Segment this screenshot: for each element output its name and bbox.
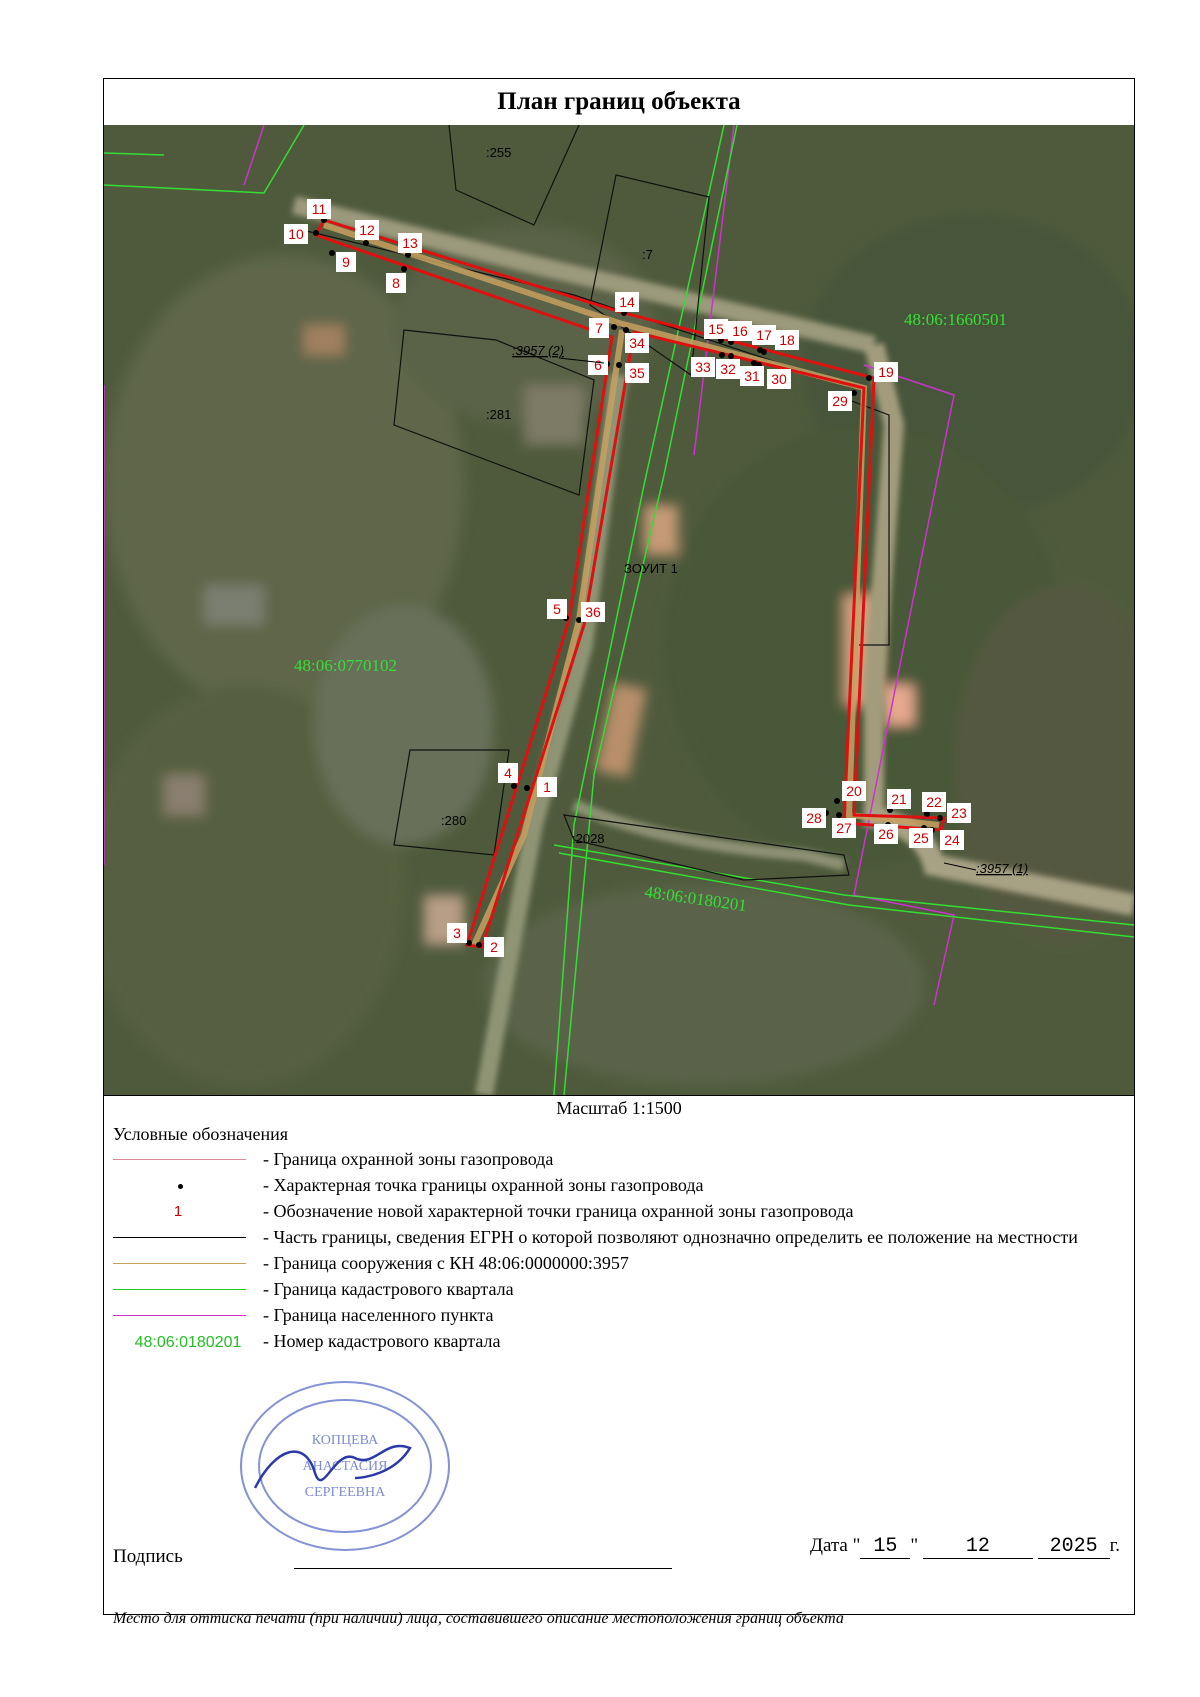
map-canvas: [104, 125, 1134, 1095]
point-label-29: [828, 391, 852, 411]
point-label-16: [728, 321, 752, 341]
legend-symbol-dot: [178, 1184, 183, 1189]
parcel-label-281: :281: [486, 407, 512, 422]
legend-item-quarter-boundary: - Граница кадастрового квартала: [113, 1277, 1123, 1303]
legend-item-quarter-number: 48:06:0180201 - Номер кадастрового квартала: [113, 1329, 1123, 1355]
svg-text:11: 11: [311, 201, 327, 217]
point-label-9: [336, 252, 356, 272]
page-title: План границ объекта: [104, 79, 1134, 126]
point-label-1: [537, 777, 557, 797]
point-label-12: [355, 220, 379, 240]
legend-symbol-pink-line: [113, 1159, 246, 1160]
date-year: 2025: [1038, 1535, 1110, 1559]
legend-symbol-green-line: [113, 1289, 246, 1290]
quarter-label-0770102: 48:06:0770102: [294, 656, 397, 675]
svg-text:26: 26: [878, 826, 894, 842]
point-label-5: [547, 599, 567, 619]
legend-symbol-magenta-line: [113, 1315, 246, 1316]
svg-text:33: 33: [695, 359, 711, 375]
svg-text:23: 23: [951, 805, 967, 821]
svg-text:17: 17: [756, 327, 772, 343]
engineer-seal: [235, 1378, 455, 1556]
svg-text:1: 1: [543, 779, 551, 795]
point-label-31: [740, 366, 764, 386]
structure-part-label-2: :3957 (2): [512, 343, 565, 358]
point-label-6: [588, 355, 608, 375]
svg-text:18: 18: [779, 332, 795, 348]
svg-text:7: 7: [595, 320, 603, 336]
legend-title: Условные обозначения: [113, 1124, 289, 1144]
svg-text:20: 20: [846, 783, 862, 799]
legend-item-egrn-boundary: - Часть границы, сведения ЕГРН о которой позволяют однозначно определить ее положение на местности: [113, 1225, 1123, 1251]
svg-text:36: 36: [585, 604, 601, 620]
point-label-28: [802, 808, 826, 828]
point-label-19: [874, 362, 898, 382]
point-label-13: [398, 233, 422, 253]
zone-label: ЗОУИТ 1: [624, 561, 678, 576]
point-label-36: [581, 602, 605, 622]
parcel-label-2028: :2028: [572, 831, 605, 846]
point-label-10: [284, 224, 308, 244]
svg-text:16: 16: [732, 323, 748, 339]
point-label-33: [691, 357, 715, 377]
legend: [113, 1121, 1123, 1355]
svg-text:22: 22: [926, 794, 942, 810]
svg-text:28: 28: [806, 810, 822, 826]
date-suffix: г.: [1109, 1535, 1121, 1556]
seal-name-3: СЕРГЕЕВНА: [304, 1485, 386, 1500]
point-label-20: [842, 781, 866, 801]
svg-text:3: 3: [453, 925, 461, 941]
point-label-24: [940, 830, 964, 850]
quarter-label-0180201: 48:06:0180201: [643, 882, 749, 916]
parcel-label-7: :7: [642, 247, 653, 262]
legend-symbol-tan-line: [113, 1263, 246, 1264]
legend-symbol-number: 1: [173, 1203, 183, 1220]
point-label-4: [498, 763, 518, 783]
seal-name-1: КОПЦЕВА: [311, 1433, 379, 1448]
signature-label: Подпись: [113, 1546, 183, 1567]
svg-text:25: 25: [913, 830, 929, 846]
svg-text:15: 15: [708, 321, 724, 337]
legend-symbol-black-line: [113, 1237, 246, 1238]
seal-name-2: АНАСТАСИЯ: [302, 1459, 388, 1474]
parcel-label-280: :280: [441, 813, 467, 828]
date-block: Дата " 15 " 12 2025 г.: [810, 1535, 1121, 1558]
svg-text:14: 14: [619, 294, 635, 310]
svg-text:35: 35: [629, 365, 645, 381]
stamp-place-note: Место для оттиска печати (при наличии) лица, составившего описание местоположения границ объекта: [113, 1610, 844, 1627]
parcel-label-255: :255: [486, 145, 512, 160]
svg-text:24: 24: [944, 832, 960, 848]
legend-item-structure: - Граница сооружения с КН 48:06:0000000:3957: [113, 1251, 1123, 1277]
point-label-32: [716, 359, 740, 379]
signature-line: [294, 1568, 672, 1569]
point-label-11: [307, 199, 331, 219]
point-label-2: [484, 937, 504, 957]
svg-text:34: 34: [629, 335, 645, 351]
svg-text:9: 9: [342, 254, 350, 270]
svg-text:5: 5: [553, 601, 561, 617]
svg-text:30: 30: [771, 371, 787, 387]
point-label-34: [625, 333, 649, 353]
point-label-14: [615, 292, 639, 312]
point-label-26: [874, 824, 898, 844]
svg-text:21: 21: [891, 791, 907, 807]
svg-text:29: 29: [832, 393, 848, 409]
svg-text:4: 4: [504, 765, 512, 781]
point-label-8: [386, 273, 406, 293]
point-label-25: [909, 828, 933, 848]
map-panel: [104, 125, 1134, 1096]
svg-text:2: 2: [490, 939, 498, 955]
svg-text:8: 8: [392, 275, 400, 291]
point-label-21: [887, 789, 911, 809]
svg-text:31: 31: [744, 368, 760, 384]
legend-item-protection-zone: - Граница охранной зоны газопровода: [113, 1147, 1123, 1173]
point-label-23: [947, 803, 971, 823]
point-label-35: [625, 363, 649, 383]
point-label-22: [922, 792, 946, 812]
svg-text:19: 19: [878, 364, 894, 380]
scale-text: Масштаб 1:1500: [556, 1098, 682, 1118]
date-label: Дата: [810, 1535, 848, 1556]
legend-item-new-point: 1 - Обозначение новой характерной точки граница охранной зоны газопровода: [113, 1199, 1123, 1225]
quarter-label-1660501: 48:06:1660501: [904, 310, 1007, 329]
point-label-30: [767, 369, 791, 389]
date-month: 12: [923, 1535, 1033, 1559]
structure-part-label-1: :3957 (1): [976, 861, 1029, 876]
legend-symbol-green-text: 48:06:0180201: [134, 1334, 242, 1351]
svg-text:10: 10: [288, 226, 304, 242]
point-label-17: [752, 325, 776, 345]
point-label-15: [704, 319, 728, 339]
point-label-3: [447, 923, 467, 943]
svg-text:6: 6: [594, 357, 602, 373]
legend-item-point: - Характерная точка границы охранной зоны газопровода: [113, 1173, 1123, 1199]
point-label-18: [775, 330, 799, 350]
point-label-27: [832, 818, 856, 838]
svg-text:32: 32: [720, 361, 736, 377]
svg-text:13: 13: [402, 235, 418, 251]
svg-text:12: 12: [359, 222, 375, 238]
date-day: 15: [860, 1535, 910, 1559]
point-label-7: [589, 318, 609, 338]
legend-item-settlement: - Граница населенного пункта: [113, 1303, 1123, 1329]
svg-text:27: 27: [836, 820, 852, 836]
